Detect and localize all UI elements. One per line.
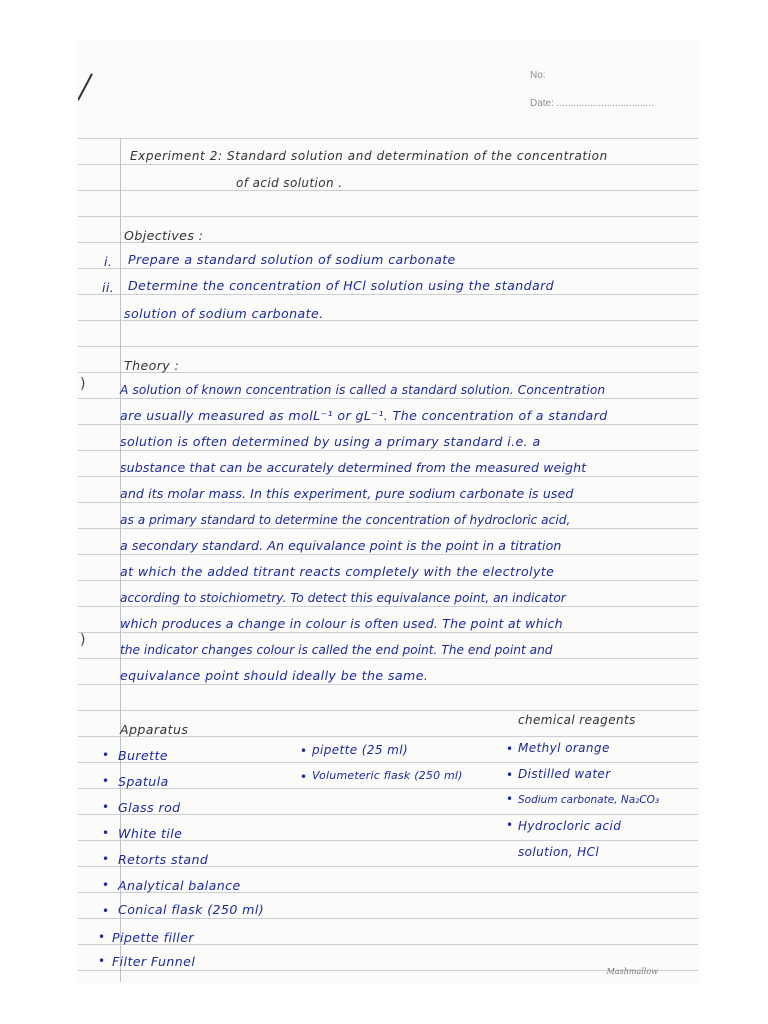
- apparatus-item: Pipette filler: [112, 930, 194, 945]
- bullet: •: [102, 748, 110, 762]
- apparatus-item: Filter Funnel: [112, 954, 196, 969]
- apparatus-item: Retorts stand: [118, 852, 209, 867]
- margin-mark: ): [80, 632, 86, 648]
- apparatus-item: White tile: [118, 826, 183, 841]
- bullet: •: [506, 742, 514, 756]
- bullet: •: [102, 878, 110, 892]
- date-field: Date: ...................................: [530, 98, 654, 109]
- reagent-item: Distilled water: [518, 767, 611, 781]
- theory-heading: Theory :: [124, 358, 180, 373]
- objectives-heading: Objectives :: [124, 228, 204, 243]
- notebook-brand: Mashmallow: [606, 967, 658, 976]
- reagent-item: Hydrocloric acid: [518, 819, 622, 833]
- notebook-page: [78, 42, 698, 982]
- bullet: •: [506, 792, 514, 806]
- bullet: •: [102, 774, 110, 788]
- theory-line: are usually measured as molL⁻¹ or gL⁻¹. The concentration of a standard: [120, 408, 608, 423]
- apparatus-item: Glass rod: [118, 800, 181, 815]
- bullet: •: [102, 904, 110, 918]
- bullet: •: [300, 744, 308, 758]
- apparatus-item: Burette: [118, 748, 168, 763]
- bullet: •: [102, 826, 110, 840]
- objective-2: Determine the concentration of HCl solution using the standard: [128, 278, 555, 293]
- bullet: •: [102, 852, 110, 866]
- bullet: •: [300, 770, 308, 784]
- theory-line: as a primary standard to determine the concentration of hydrocloric acid,: [120, 513, 571, 527]
- bullet: •: [102, 800, 110, 814]
- theory-line: at which the added titrant reacts completely with the electrolyte: [120, 564, 555, 579]
- objective-num: ii.: [102, 280, 115, 295]
- theory-line: which produces a change in colour is often used. The point at which: [120, 616, 563, 631]
- objective-2-cont: solution of sodium carbonate.: [124, 306, 324, 321]
- apparatus-item: Spatula: [118, 774, 169, 789]
- theory-line: a secondary standard. An equivalance point is the point in a titration: [120, 538, 562, 553]
- apparatus-item-col2: Volumeteric flask (250 ml): [312, 769, 463, 782]
- theory-line: substance that can be accurately determined from the measured weight: [120, 460, 587, 475]
- theory-line: the indicator changes colour is called the end point. The end point and: [120, 643, 553, 657]
- apparatus-heading: Apparatus: [120, 722, 189, 737]
- pencil-slash-mark: [78, 73, 93, 100]
- theory-line: according to stoichiometry. To detect this equivalance point, an indicator: [120, 591, 566, 605]
- theory-line: solution is often determined by using a primary standard i.e. a: [120, 434, 541, 449]
- apparatus-item: Analytical balance: [118, 878, 241, 893]
- no-field: No:: [530, 70, 546, 81]
- theory-line: equivalance point should ideally be the same.: [120, 668, 429, 683]
- objective-num: i.: [104, 254, 113, 269]
- title-line-2: of acid solution .: [236, 176, 343, 190]
- bullet: •: [506, 768, 514, 782]
- apparatus-item-col2: pipette (25 ml): [312, 743, 409, 757]
- margin-mark: ): [80, 376, 86, 392]
- reagents-heading: chemical reagents: [518, 713, 636, 727]
- objective-1: Prepare a standard solution of sodium carbonate: [128, 252, 456, 267]
- theory-line: A solution of known concentration is called a standard solution. Concentration: [120, 383, 606, 397]
- bullet: •: [506, 818, 514, 832]
- bullet: •: [98, 930, 106, 944]
- reagent-item: Sodium carbonate, Na₂CO₃: [518, 794, 660, 806]
- apparatus-item: Conical flask (250 ml): [118, 902, 265, 917]
- theory-line: and its molar mass. In this experiment, pure sodium carbonate is used: [120, 486, 574, 501]
- bullet: •: [98, 954, 106, 968]
- reagent-item: Methyl orange: [518, 741, 610, 755]
- reagent-item-cont: solution, HCl: [518, 845, 600, 859]
- title-line-1: Experiment 2: Standard solution and determination of the concentration: [130, 149, 608, 163]
